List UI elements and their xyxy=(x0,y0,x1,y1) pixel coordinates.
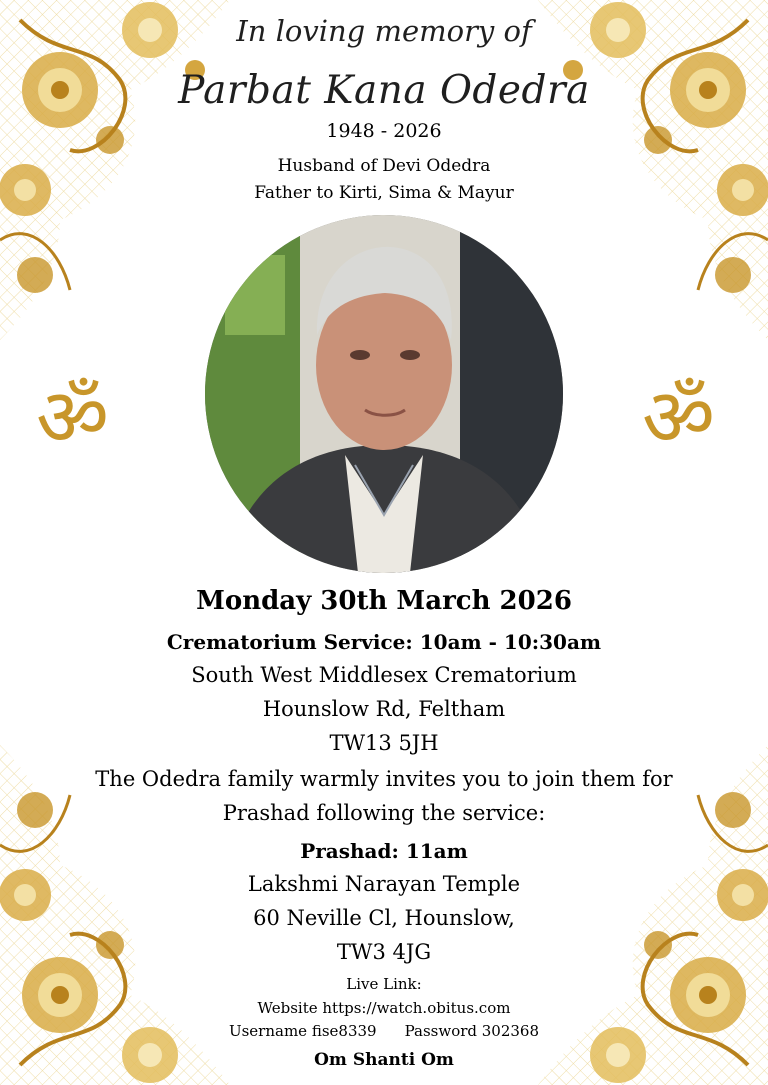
relation-father: Father to Kirti, Sima & Mayur xyxy=(254,183,514,203)
om-symbol-left: ॐ xyxy=(36,371,109,464)
prashad-address: 60 Neville Cl, Hounslow, xyxy=(253,906,515,930)
prashad-title: Prashad: 11am xyxy=(300,839,468,863)
prashad-postcode: TW3 4JG xyxy=(336,940,432,964)
crematorium-service-title: Crematorium Service: 10am - 10:30am xyxy=(166,630,602,654)
prashad-venue: Lakshmi Narayan Temple xyxy=(247,872,521,896)
live-username: Username fise8339 xyxy=(228,1022,377,1040)
deceased-name: Parbat Kana Odedra xyxy=(178,68,590,113)
service-date: Monday 30th March 2026 xyxy=(196,586,572,616)
om-symbol-right: ॐ xyxy=(642,371,715,464)
portrait-photo xyxy=(205,215,563,573)
intro-heading: In loving memory of xyxy=(236,14,532,48)
closing-blessing: Om Shanti Om xyxy=(314,1050,454,1070)
crematorium-venue: South West Middlesex Crematorium xyxy=(191,663,577,687)
live-password: Password 302368 xyxy=(404,1022,540,1040)
live-link-credentials xyxy=(0,1022,768,1040)
invitation-line-1: The Odedra family warmly invites you to join them for xyxy=(95,767,673,791)
live-link-label: Live Link: xyxy=(346,975,422,993)
live-link-website[interactable]: Website https://watch.obitus.com xyxy=(257,999,511,1017)
relation-husband: Husband of Devi Odedra xyxy=(277,156,491,176)
crematorium-postcode: TW13 5JH xyxy=(329,731,439,755)
life-years: 1948 - 2026 xyxy=(326,120,442,142)
invitation-line-2: Prashad following the service: xyxy=(222,801,546,825)
crematorium-address: Hounslow Rd, Feltham xyxy=(262,697,506,721)
